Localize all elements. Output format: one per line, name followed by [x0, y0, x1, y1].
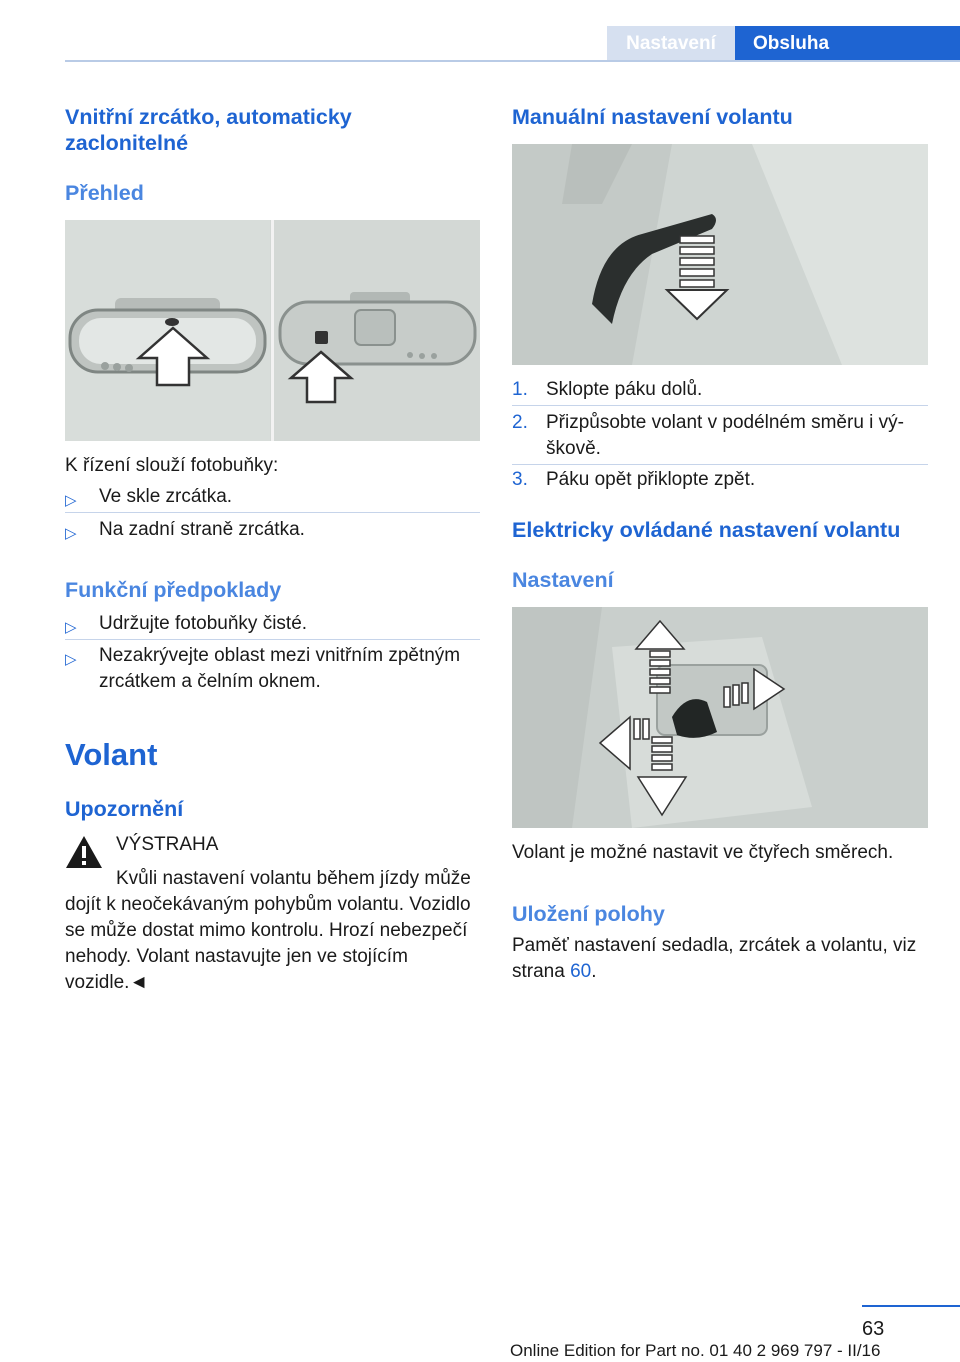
steering-title: Volant [65, 737, 158, 772]
list-divider [65, 512, 480, 513]
page-number: 63 [862, 1318, 885, 1340]
electric-heading: Elektricky ovládané nastavení volantu [512, 518, 901, 542]
list-item: ▷ Ve skle zrcátka. [65, 484, 480, 510]
storing-heading: Uložení polohy [512, 902, 665, 926]
header-rule [65, 60, 960, 62]
warning-label: VÝSTRAHA [116, 834, 219, 855]
step-item: 1. Sklopte páku dolů. [512, 379, 703, 400]
manual-heading: Manuální nastavení volantu [512, 105, 793, 129]
mirror-title: Vnitřní zrcátko, automaticky zaclonitelné [65, 105, 352, 155]
memory-text: Paměť nastavení sedadla, zrcátek a volantu, viz [512, 935, 917, 956]
step-item: 3. Páku opět přiklopte zpět. [512, 469, 756, 490]
header-section-tab[interactable]: Nastavení [607, 26, 735, 62]
list-item: ▷ Udržujte fotobuňky čisté. [65, 611, 480, 637]
switch-illustration [512, 607, 928, 828]
list-divider [512, 464, 928, 465]
photocell-intro: K řízení slouží fotobuňky: [65, 455, 279, 476]
electric-switch-figure [512, 607, 928, 828]
list-item: ▷ Nezakrývejte oblast mezi vnitřním zpětným zrcátkem a čelním oknem. [65, 645, 461, 692]
triangle-bullet-icon: ▷ [65, 492, 77, 509]
setting-heading: Nastavení [512, 568, 614, 592]
warning-triangle-icon [65, 835, 103, 869]
mirror-figure [65, 220, 480, 441]
edition-text: Online Edition for Part no. 01 40 2 969 797 - II/16 [510, 1341, 881, 1360]
memory-reference: strana 60. [512, 961, 597, 982]
warning-text: Kvůli nastavení volantu během jízdy může dojít k neočekávaným pohybům volantu. Vozidlo se může dostat mimo kontrolu. Hrozí nebezpečí nehody. Volant nastavujte jen ve stojícím vozidle.◄ [65, 868, 471, 993]
prereq-heading: Funkční předpoklady [65, 578, 282, 602]
manual-lever-figure [512, 144, 928, 365]
list-divider [65, 639, 480, 640]
triangle-bullet-icon: ▷ [65, 651, 77, 668]
triangle-bullet-icon: ▷ [65, 619, 77, 636]
notice-heading: Upozornění [65, 797, 184, 821]
footer-rule [862, 1305, 960, 1307]
step-item-continued: škově. [546, 438, 601, 459]
lever-illustration [512, 144, 928, 365]
step-item: 2. Přizpůsobte volant v podélném směru i vý- [512, 412, 904, 433]
header-chapter-tab[interactable]: Obsluha [735, 26, 960, 62]
list-divider [512, 405, 928, 406]
triangle-bullet-icon: ▷ [65, 525, 77, 542]
list-item: ▷ Na zadní straně zrcátka. [65, 517, 480, 543]
mirror-illustration [65, 220, 480, 441]
four-directions-text: Volant je možné nastavit ve čtyřech směrech. [512, 842, 894, 863]
overview-heading: Přehled [65, 181, 144, 205]
page-link[interactable]: 60 [570, 961, 592, 982]
